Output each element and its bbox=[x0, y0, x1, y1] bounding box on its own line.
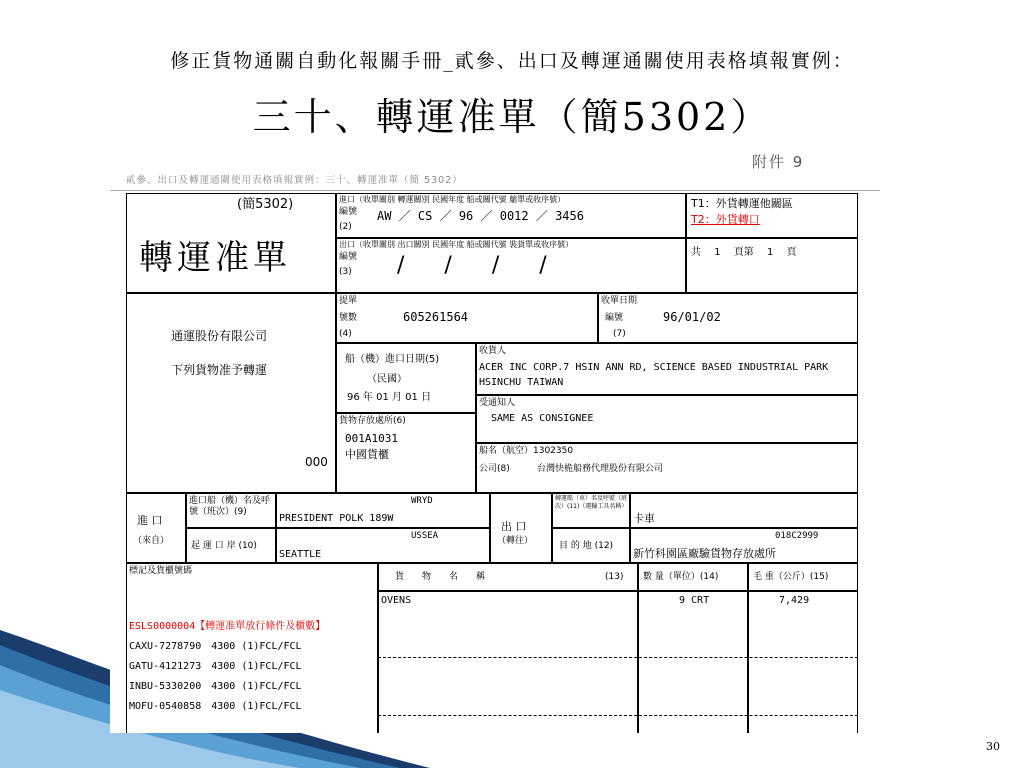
receipt-no-label: 編號 bbox=[605, 313, 624, 323]
goods-header-cell bbox=[378, 563, 638, 591]
t2-option: T2：外貨轉口 bbox=[691, 213, 760, 226]
vessel-label: 進口船（機）名及呼號（班次）(9) bbox=[189, 496, 271, 517]
export-to: （轉往） bbox=[497, 536, 534, 546]
import-decl-part: 0012 bbox=[499, 209, 529, 223]
fee-amount: 000 bbox=[305, 455, 328, 469]
import-from: （來自） bbox=[133, 536, 170, 546]
form-code: (簡5302) bbox=[237, 197, 294, 212]
page-count-cell bbox=[686, 238, 858, 293]
consignee-cell bbox=[476, 343, 858, 395]
import-decl-part: AW bbox=[377, 209, 392, 223]
carrier-label: 船名（航空）1302350 bbox=[479, 446, 574, 456]
company-cell bbox=[126, 293, 336, 493]
import-decl-part: 96 bbox=[458, 209, 474, 223]
container-row: MOFU-0540858 4300 (1)FCL/FCL bbox=[129, 701, 302, 712]
receipt-date-label: 收單日期 bbox=[601, 296, 638, 306]
vessel-name: PRESIDENT POLK 189W bbox=[279, 513, 394, 524]
total-pages-label: 共 bbox=[691, 247, 701, 258]
transport-label-cell bbox=[552, 493, 630, 528]
receipt-date-cell bbox=[598, 293, 858, 343]
header-rule bbox=[110, 190, 880, 191]
agent-name: 台灣快桅船務代理股份有限公司 bbox=[537, 464, 664, 474]
form-title-cell bbox=[126, 193, 336, 293]
vessel-label-cell bbox=[186, 493, 276, 528]
import-decl-part: 3456 bbox=[555, 209, 584, 223]
consignee: ACER INC CORP.7 HSIN ANN RD, SCIENCE BASED INDUSTRIAL PARK HSINCHU TAIWAN bbox=[479, 362, 829, 388]
company-name: 通運股份有限公司 bbox=[171, 329, 268, 343]
form-header-note: 貳參、出口及轉運通關使用表格填報實例：三十、轉運准單（簡 5302） bbox=[126, 175, 463, 186]
notify-label: 受通知人 bbox=[479, 398, 516, 408]
import-label: 進 口 bbox=[137, 514, 163, 527]
goods-name-index: (13) bbox=[605, 572, 624, 582]
transport-label: 轉運船（車）名及呼號（班次）(11)（運輸工具名稱） bbox=[555, 495, 628, 510]
dest-label: 目 的 地 (12) bbox=[559, 541, 614, 551]
page-count bbox=[691, 243, 797, 258]
import-cell bbox=[126, 493, 186, 563]
export-cell bbox=[490, 493, 552, 563]
container-row: INBU-5330200 4300 (1)FCL/FCL bbox=[129, 681, 302, 692]
decl-no-label: 編號 bbox=[339, 207, 358, 217]
storage-cell bbox=[336, 413, 476, 493]
export-decl-header: 出口（收單關別 出口關別 民國年度 船或關代號 裝貨單或收序號） bbox=[339, 240, 574, 249]
container-row: GATU-4121273 4300 (1)FCL/FCL bbox=[129, 661, 302, 672]
storage-name: 中國貨櫃 bbox=[345, 448, 389, 461]
marks-label: 標記及貨櫃號碼 bbox=[129, 566, 193, 576]
qty-body-cell bbox=[638, 591, 748, 733]
transport-mode: 卡車 bbox=[633, 512, 655, 525]
port-code: USSEA bbox=[411, 531, 439, 541]
export-decl-slashes bbox=[397, 253, 547, 278]
bl-no-label: 號數 bbox=[339, 313, 358, 323]
goods-divider bbox=[378, 657, 858, 658]
goods-name: OVENS bbox=[381, 595, 412, 606]
export-slash: / bbox=[539, 253, 547, 278]
vessel-cell bbox=[276, 493, 490, 528]
export-label: 出 口 bbox=[501, 520, 527, 533]
arrival-roc: （民國） bbox=[367, 374, 407, 385]
arrival-date-cell bbox=[336, 343, 476, 413]
bl-label: 提單 bbox=[339, 296, 358, 306]
transit-type-cell bbox=[686, 193, 858, 238]
marks-cell bbox=[126, 563, 378, 733]
transport-cell bbox=[630, 493, 858, 528]
dest-label-cell bbox=[552, 528, 630, 563]
qty-value: 9 CRT bbox=[679, 595, 710, 606]
slide-title: 三十、轉運准單（簡5302） bbox=[252, 95, 772, 139]
port-cell bbox=[276, 528, 490, 563]
weight-value: 7,429 bbox=[779, 595, 810, 606]
carrier-cell bbox=[476, 443, 858, 493]
page-suffix: 頁 bbox=[786, 247, 797, 258]
bl-index: (4) bbox=[339, 329, 352, 339]
bl-cell bbox=[336, 293, 598, 343]
qty-label: 數 量（單位）(14) bbox=[643, 572, 719, 582]
weight-label: 毛 重（公斤）(15) bbox=[753, 572, 829, 582]
notify-party: SAME AS CONSIGNEE bbox=[491, 413, 594, 424]
consignee-label: 收貨人 bbox=[479, 346, 507, 356]
import-decl-part: CS bbox=[417, 209, 433, 223]
permit-text: 下列貨物准予轉運 bbox=[171, 363, 268, 377]
import-decl-index: (2) bbox=[339, 222, 352, 232]
total-pages: 1 bbox=[714, 247, 721, 258]
receipt-date-index: (7) bbox=[613, 329, 626, 339]
t1-option: T1：外貨轉運他關區 bbox=[691, 197, 793, 210]
port-label: 起 運 口 岸 (10) bbox=[191, 541, 257, 551]
port-label-cell bbox=[186, 528, 276, 563]
import-decl-header: 進口（收單關別 轉運關別 民國年度 船或關代號 艙單或收序號） bbox=[339, 195, 566, 204]
page-no: 1 bbox=[766, 247, 774, 258]
agent-label: 公司(8) bbox=[479, 464, 510, 474]
arrival-date: 96 年 01 月 01 日 bbox=[347, 392, 432, 403]
import-decl-cell bbox=[336, 193, 686, 238]
qty-header-cell bbox=[638, 563, 748, 591]
goods-name-label: 貨 物 名 稱 bbox=[395, 572, 486, 582]
goods-divider bbox=[378, 715, 858, 716]
decl-no-label: 編號 bbox=[339, 252, 358, 262]
notify-cell bbox=[476, 395, 858, 443]
export-slash: / bbox=[491, 253, 500, 278]
dest-code: 018C2999 bbox=[775, 531, 819, 541]
export-slash: / bbox=[444, 253, 452, 278]
import-decl-number: AW ／ CS ／ 96 ／ 0012 ／ 3456 bbox=[377, 209, 584, 223]
dest-cell bbox=[630, 528, 858, 563]
storage-label: 貨物存放處所(6) bbox=[339, 416, 406, 426]
weight-body-cell bbox=[748, 591, 858, 733]
arrival-label: 船（機）進口日期(5) bbox=[345, 354, 440, 365]
dest-name: 新竹科園區廠驗貨物存放處所 bbox=[633, 547, 776, 560]
form-title: 轉運准單 bbox=[139, 238, 291, 278]
goods-body-cell bbox=[378, 591, 638, 733]
port-name: SEATTLE bbox=[279, 549, 322, 560]
slide-subtitle: 修正貨物通關自動化報關手冊_貳參、出口及轉運通關使用表格填報實例： bbox=[170, 50, 854, 72]
export-decl-cell bbox=[336, 238, 686, 293]
container-row: CAXU-7278790 4300 (1)FCL/FCL bbox=[129, 641, 302, 652]
receipt-date: 96/01/02 bbox=[663, 310, 721, 324]
page-label: 頁第 bbox=[733, 247, 754, 258]
esls-line: ESLS0000004【轉運准單放行條件及櫃數】 bbox=[129, 621, 326, 632]
storage-code: 001A1031 bbox=[345, 432, 398, 445]
vessel-code: WRYD bbox=[411, 496, 433, 506]
page-number: 30 bbox=[986, 740, 1000, 753]
weight-header-cell bbox=[748, 563, 858, 591]
attachment-label: 附件 9 bbox=[752, 153, 805, 171]
export-slash: / bbox=[397, 253, 405, 278]
export-decl-index: (3) bbox=[339, 267, 352, 277]
bl-number: 605261564 bbox=[403, 310, 469, 324]
